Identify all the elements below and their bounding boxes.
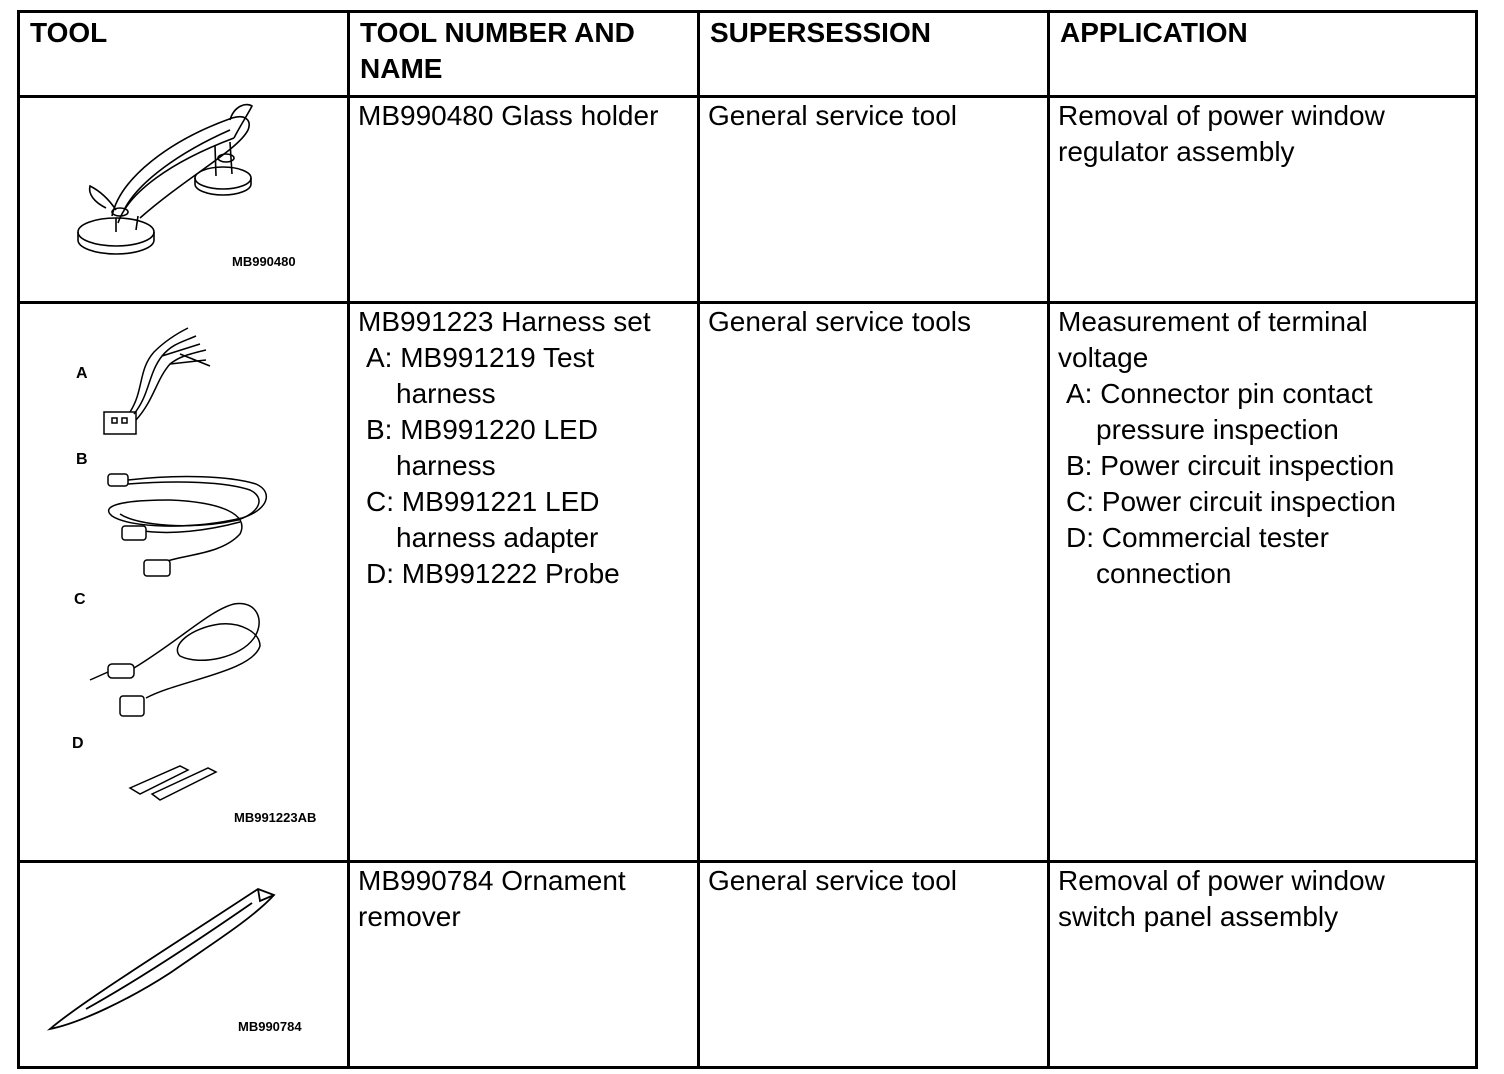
tool-image-label: MB991223AB	[234, 810, 317, 825]
application-cell: Removal of power window regulator assembly	[1049, 97, 1477, 303]
tool-image-cell	[19, 862, 349, 1068]
supersession-cell: General service tool	[699, 97, 1049, 303]
tool-image-cell	[19, 97, 349, 303]
letter-d: D	[72, 735, 84, 752]
tool-number-name-cell: MB990480 Glass holder	[349, 97, 699, 303]
header-row	[19, 12, 1477, 97]
application-cell: Removal of power window switch panel assembly	[1049, 862, 1477, 1068]
header-application: APPLICATION	[1049, 12, 1477, 97]
tool-image-cell	[19, 303, 349, 862]
harness-set-illustration	[20, 304, 350, 860]
tool-number-name-cell: MB990784 Ornament remover	[349, 862, 699, 1068]
supersession-cell: General service tool	[699, 862, 1049, 1068]
ornament-remover-illustration	[20, 863, 350, 1066]
glass-holder-illustration	[20, 98, 350, 301]
tool-image-label: MB990480	[232, 254, 296, 269]
header-supersession: SUPERSESSION	[699, 12, 1049, 97]
table-row	[19, 97, 1477, 303]
header-tool: TOOL	[19, 12, 349, 97]
table-row	[19, 862, 1477, 1068]
letter-b: B	[76, 451, 88, 468]
table-row	[19, 303, 1477, 862]
letter-c: C	[74, 591, 86, 608]
supersession-cell: General service tools	[699, 303, 1049, 862]
tool-image-label: MB990784	[238, 1019, 302, 1034]
application-cell: Measurement of terminal voltage A: Connector pin contact pressure inspection B: Power circuit inspection C: Power circuit inspection D: Commercial tester connection	[1049, 303, 1477, 862]
tool-number-name-cell: MB991223 Harness set A: MB991219 Test harness B: MB991220 LED harness C: MB991221 LED harness adapter D: MB991222 Probe	[349, 303, 699, 862]
header-tool-number-name: TOOL NUMBER AND NAME	[349, 12, 699, 97]
letter-a: A	[76, 365, 88, 382]
special-tools-table	[17, 10, 1478, 1069]
